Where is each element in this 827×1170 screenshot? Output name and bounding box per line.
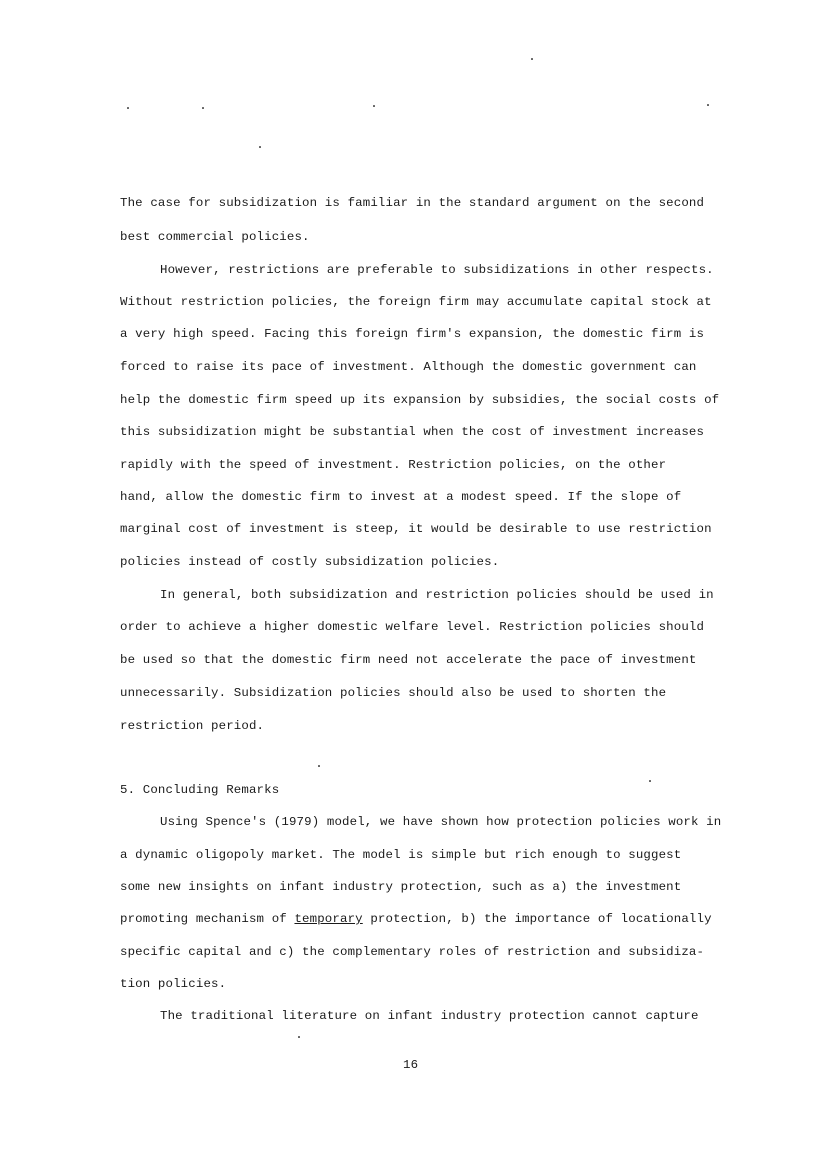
text-line: The case for subsidization is familiar in the standard argument on the second	[120, 196, 705, 210]
text-line: marginal cost of investment is steep, it would be desirable to use restriction	[120, 522, 712, 536]
scan-speck	[649, 780, 651, 782]
scan-speck	[127, 107, 129, 109]
text-line: unnecessarily. Subsidization policies should also be used to shorten the	[120, 686, 667, 700]
text-line: Without restriction policies, the foreign firm may accumulate capital stock at	[120, 295, 712, 309]
text-line: The traditional literature on infant industry protection cannot capture	[160, 1009, 699, 1023]
text-segment: promoting mechanism of	[120, 912, 295, 926]
text-segment: protection, b) the importance of locationally	[362, 912, 712, 926]
scan-speck	[531, 58, 533, 60]
text-line: a dynamic oligopoly market. The model is simple but rich enough to suggest	[120, 848, 682, 862]
section-heading: 5. Concluding Remarks	[120, 783, 280, 797]
text-line: this subsidization might be substantial when the cost of investment increases	[120, 425, 705, 439]
scan-speck	[259, 146, 261, 148]
text-line: Using Spence's (1979) model, we have shown how protection policies work in	[160, 815, 722, 829]
underlined-word: temporary	[294, 912, 363, 926]
text-line: forced to raise its pace of investment. Although the domestic government can	[120, 360, 697, 374]
text-line: be used so that the domestic firm need not accelerate the pace of investment	[120, 653, 697, 667]
text-line: help the domestic firm speed up its expansion by subsidies, the social costs of	[120, 393, 720, 407]
scan-speck	[707, 104, 709, 106]
text-line: order to achieve a higher domestic welfare level. Restriction policies should	[120, 620, 705, 634]
scan-speck	[298, 1036, 300, 1038]
scan-speck	[202, 107, 204, 109]
text-line	[120, 911, 712, 927]
scan-speck	[373, 105, 375, 107]
text-line: policies instead of costly subsidization policies.	[120, 555, 500, 569]
text-line: However, restrictions are preferable to subsidizations in other respects.	[160, 263, 714, 277]
text-line: hand, allow the domestic firm to invest at a modest speed. If the slope of	[120, 490, 682, 504]
text-line: restriction period.	[120, 719, 265, 733]
text-line: a very high speed. Facing this foreign firm's expansion, the domestic firm is	[120, 327, 705, 341]
text-line: some new insights on infant industry protection, such as a) the investment	[120, 880, 682, 894]
text-line: In general, both subsidization and restriction policies should be used in	[160, 588, 714, 602]
text-line: tion policies.	[120, 977, 227, 991]
text-line: rapidly with the speed of investment. Restriction policies, on the other	[120, 458, 667, 472]
scan-speck	[318, 765, 320, 767]
page-number: 16	[403, 1058, 419, 1072]
text-line: specific capital and c) the complementary roles of restriction and subsidiza-	[120, 945, 705, 959]
text-line: best commercial policies.	[120, 230, 310, 244]
